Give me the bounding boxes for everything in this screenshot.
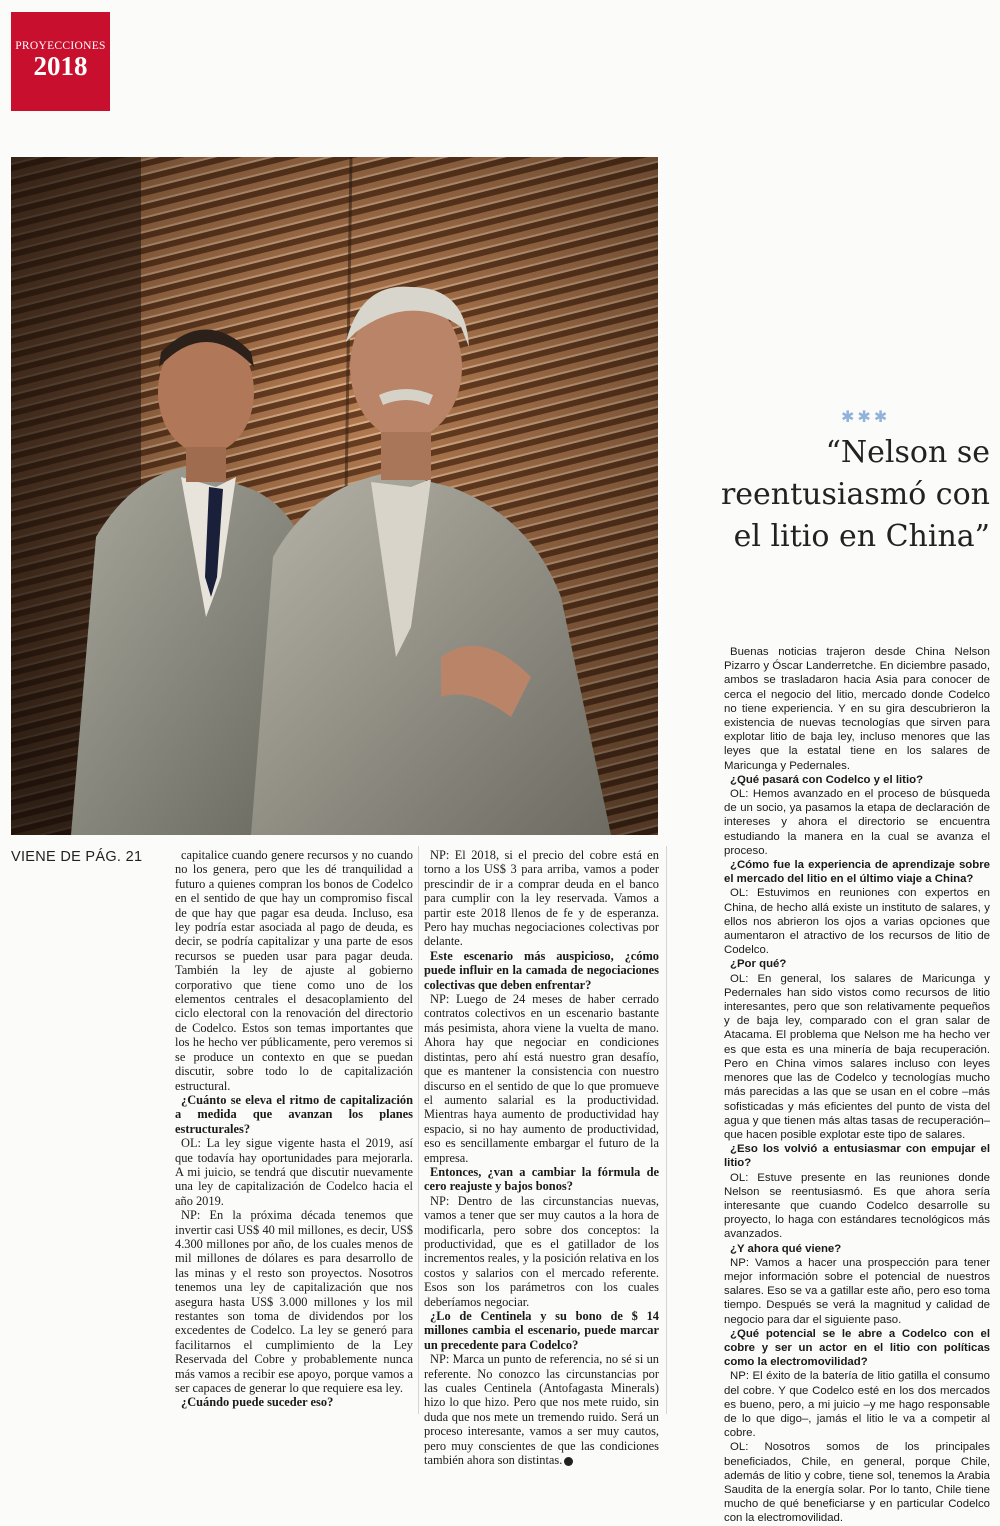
question: Este escenario más auspicioso, ¿cómo puede influir en la camada de negociaciones colectivas que deben enfrentar? [424,948,659,992]
paragraph-text: NP: Marca un punto de referencia, no sé si un referente. No conozco las circunstancias por las cuales Centinela (Antofagasta Minerals) hizo lo que hizo. Pero que nos mete ruido, sin duda que nos mete un tremendo ruido. Será un proceso interesante, vamos a ser muy cautos, pero muy conscientes de que las condiciones también ahora son distintas. [424,1352,659,1468]
paragraph: OL: En general, los salares de Maricunga y Pedernales han sido vistos como recursos de litio interesantes, pero que son relativamente pequeños y de baja ley, comparado con el gran salar de Atacama. El problema que Nelson me ha hecho ver es que esta es una minería de baja recuperación. Pero en China vimos salares incluso con leyes menores que las de Codelco y tecnologías mucho más parecidas a las que se usan en el cobre –más sofisticadas y más eficientes del punto de vista del agua y que tienen más altas tasas de recuperación– que hacen posible explotar este tipo de salares. [724,972,990,1141]
question: ¿Eso los volvió a entusiasmar con empujar el litio? [724,1143,990,1170]
question: ¿Cómo fue la experiencia de aprendizaje sobre el mercado del litio en el último viaje a China? [724,859,990,886]
question: ¿Cuándo puede suceder eso? [181,1395,334,1410]
photo-illustration [11,157,658,835]
paragraph: NP: El 2018, si el precio del cobre está en torno a los US$ 3 para arriba, vamos a poder prescindir de ir a comprar deuda en el banco para cumplir con la ley reservada. Vamos a partir este 2018 llenos de fe y de esperanza. Pero hay muchas negociaciones colectivas por delante. [424,848,659,949]
section-year: 2018 [33,51,88,81]
column-divider [666,846,667,1414]
continued-from-label: VIENE DE PÁG. 21 [11,849,143,865]
paragraph: OL: Estuve presente en las reuniones donde Nelson se reentusiasmó. Es que ahora sería interesante que cuando Codelco desarrolle su proyecto, lo haga con estándares tecnológicos más avanzados. [724,1171,990,1241]
question: ¿Qué pasará con Codelco y el litio? [730,773,924,786]
paragraph: OL: Estuvimos en reuniones con expertos en China, de hecho allá existe un instituto de salares, y ellos nos abrieron los ojos a varias opciones que aumentaron el atractivo de los recursos de litio de Codelco. [724,887,990,957]
paragraph: OL: Nosotros somos de los principales beneficiados, Chile, en general, porque Chile, además de litio y cobre, tiene sol, tenemos la Arabia Saudita de la energía solar. Por lo tanto, Chile tiene mucho de qué beneficiarse y en particular Codelco con la electromovilidad. [724,1441,990,1525]
section-label: PROYECCIONES [15,40,106,52]
end-mark-icon [564,1457,573,1466]
paragraph: NP: En la próxima década tenemos que invertir casi US$ 40 mil millones, es decir, US$ 4.300 millones por año, de los cuales menos de mil millones de dólares es para desarrollo de las minas y el resto son proyectos. Nosotros tenemos una ley de capitalización que nos asegura hasta US$ 3.000 millones y los mil restantes son toma de dividendos por los excedentes de Codelco. La ley se generó para facilitarnos el cumplimiento de la Ley Reservada del Cobre y probablemente nunca más vamos a recibir ese apoyo, porque vamos a ser capaces de generar lo que requiere esa ley. [175,1208,413,1396]
paragraph [424,1352,659,1467]
paragraph: capitalice cuando genere recursos y no cuando no los genera, pero que les dé tranquilidad a futuro a quienes compran los bonos de Codelco en el sentido de que hay un compromiso fiscal de que hay que pagar esa deuda. Incluso, esa ley podría estar asociada al pago de deuda, es decir, se podría capitalizar y una parte de esos recursos se pueden usar para pagar deuda. También la ley de ajuste al gobierno corporativo que tiene como uno de los elementos centrales el desacoplamiento del ciclo electoral con la renovación del directorio de Codelco. Estos son temas importantes que los he hecho ver públicamente, pero veremos si se produce un contexto en que se puedan discutir, sobre todo lo de capitalización estructural. [175,848,413,1093]
question: ¿Qué potencial se le abre a Codelco con el cobre y ser un actor en el litio con políticas como la electromovilidad? [724,1327,990,1369]
portrait-photo [11,157,658,835]
question: ¿Lo de Centinela y su bono de $ 14 millones cambia el escenario, puede marcar un precedente para Codelco? [424,1309,659,1352]
pull-quote-line: el litio en China” [733,519,990,554]
pull-quote-line: reentusiasmó con [720,477,990,512]
pull-quote [708,432,990,558]
pull-quote-line: “Nelson se [825,435,990,470]
article-column-2 [424,848,659,1467]
article-column-3 [724,645,990,1526]
paragraph: NP: El éxito de la batería de litio gatilla el consumo del cobre. Y que Codelco esté en los dos mercados es bueno, pero, a mi juicio –y me hago responsable de lo que digo–, jamás el litio le va a competir al cobre. [724,1370,990,1440]
question: ¿Por qué? [730,958,787,971]
paragraph: OL: Hemos avanzado en el proceso de búsqueda de un socio, ya pasamos la etapa de declaración de intereses y ahora el directorio se encuentra estudiando la manera en la cual se avanza el proceso. [724,788,990,857]
article-column-1 [175,848,413,1410]
paragraph: NP: Dentro de las circunstancias nuevas, vamos a tener que ser muy cautos a la hora de modificarla, pero sobre dos conceptos: la productividad, que es el gatillador de los incrementos reales, y la posición relativa en los costos y salarios con el mercado referente. Esos son los parámetros con los cuales deberíamos negociar. [424,1193,659,1309]
intro-paragraph: Buenas noticias trajeron desde China Nelson Pizarro y Óscar Landerretche. En diciembre pasado, ambos se trasladaron hacia Asia para conocer de cerca el negocio del litio, mercado donde Codelco no tiene experiencia. Y en su gira descubrieron la existencia de nuevas tecnologías que sirven para explotar litio de baja ley, incluso menores que las leyes que la estatal tiene en los salares de Maricunga y Pedernales. [724,646,990,772]
section-badge [11,12,110,111]
paragraph: NP: Luego de 24 meses de haber cerrado contratos colectivos en un escenario bastante más pesimista, ahora viene la vuelta de mano. Ahora hay que negociar en condiciones distintas, pero ahí está nuestro gran desafío, que es mantener la consistencia con nuestro discurso en el sentido de que lo que promueve el aumento salarial es la productividad. Mientras haya aumento de productividad hay espacio, si no hay aumento de productividad, eso es sencillamente embargar el futuro de la empresa. [424,992,659,1165]
column-divider [418,846,419,1414]
question: ¿Y ahora qué viene? [730,1242,842,1255]
question: Entonces, ¿van a cambiar la fórmula de cero reajuste y bajos bonos? [424,1164,659,1194]
paragraph: OL: La ley sigue vigente hasta el 2019, así que todavía hay oportunidades para mejorarla. A mi juicio, se tendrá que discutir nuevamente una ley de capitalización de Codelco hacia el año 2019. [175,1136,413,1208]
ornament: ✱✱✱ [841,407,891,426]
paragraph: NP: Vamos a hacer una prospección para tener mejor información sobre el potencial de nuestros salares. Eso se va a gatillar este año, pero eso toma tiempo. Después se verá la magnitud y calidad de negocio para dar el siguiente paso. [724,1256,990,1326]
question: ¿Cuánto se eleva el ritmo de capitalización a medida que avanzan los planes estructurales? [175,1092,413,1136]
